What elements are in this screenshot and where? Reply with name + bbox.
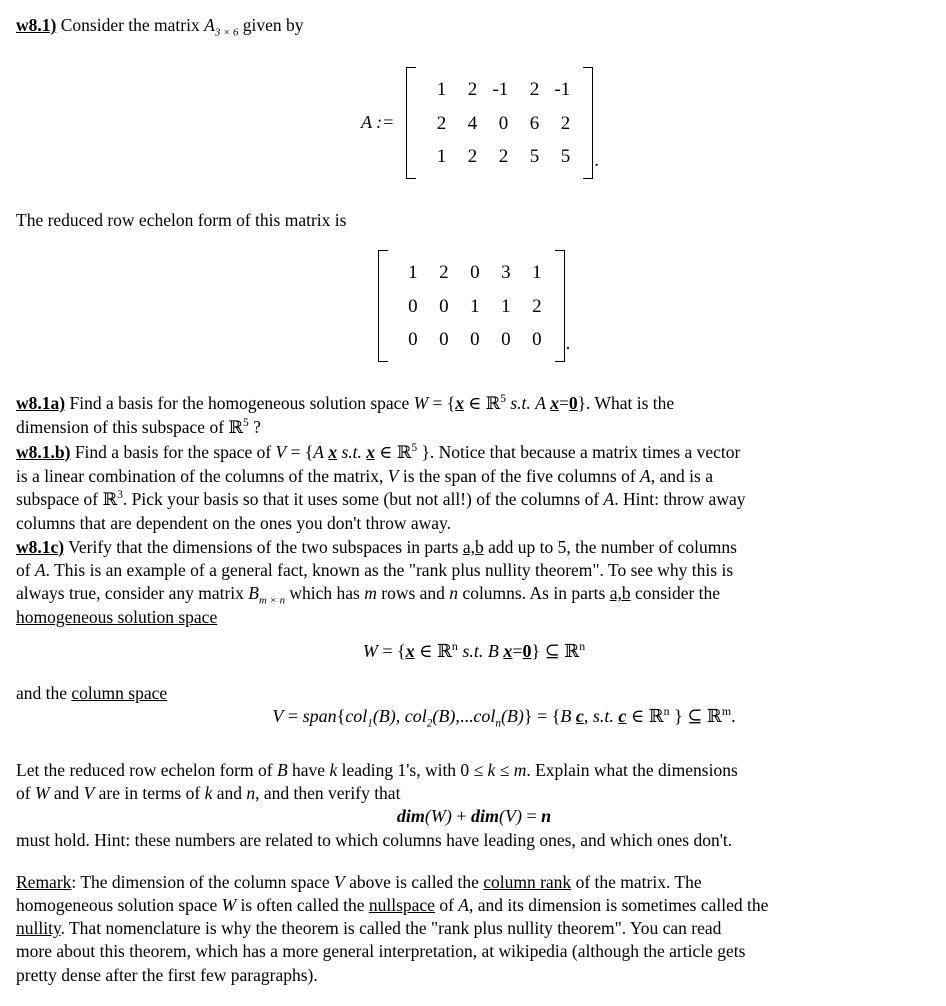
symbol-n: n <box>541 806 552 827</box>
part-b-paragraph <box>16 441 932 536</box>
col-index: 1 <box>367 717 373 730</box>
matrix-cell: 2 <box>439 262 449 284</box>
term-nullspace: nullspace <box>368 894 435 915</box>
symbol-k: k <box>204 783 213 804</box>
symbol-k: k <box>329 759 338 780</box>
part-c-tag: w8.1c) <box>16 536 65 557</box>
vector-x: x <box>550 393 560 414</box>
matrix-cell: 2 <box>498 145 509 167</box>
remark-line-1a: : The dimension of the column space <box>71 871 330 892</box>
part-b-text-1: Find a basis for the space of <box>74 441 272 462</box>
symbol-W: W <box>221 894 237 915</box>
matrix-cell: 2 <box>529 79 540 101</box>
real-space-symbol: ℝ <box>648 705 664 727</box>
real-space-symbol: ℝ <box>228 418 243 439</box>
closing-line-2e: , and then verify that <box>255 783 401 804</box>
symbol-n: n <box>449 583 459 604</box>
subset-symbol: ⊆ <box>544 640 560 661</box>
equation-v-definition <box>16 705 932 729</box>
vector-zero: 0 <box>568 393 578 414</box>
set-open: = { <box>290 441 314 462</box>
matrix-b-dimension-subscript: m × n <box>259 594 285 607</box>
column-space-lead-text: and the <box>16 682 68 703</box>
exponent-m: m <box>721 703 732 718</box>
matrix-a-period: . <box>594 149 600 171</box>
symbol-m: m <box>364 583 377 604</box>
vector-x: x <box>503 640 513 661</box>
symbol-V: V <box>334 871 345 892</box>
symbol-V: V <box>272 705 284 726</box>
dim-function: dim <box>470 806 499 827</box>
exponent-n: n <box>451 638 458 653</box>
part-b-line-2b: is the span of the five columns of <box>402 465 636 486</box>
less-equal-symbol: ≤ <box>499 759 510 780</box>
symbol-A: A <box>535 393 546 414</box>
period: . <box>731 705 736 726</box>
element-of-symbol: ∈ <box>468 393 482 414</box>
subset-symbol: ⊆ <box>687 705 703 726</box>
real-space-symbol: ℝ <box>485 394 501 415</box>
col-argument: (B) <box>500 705 524 726</box>
exponent: 3 <box>117 489 123 502</box>
matrix-cell: 1 <box>532 262 542 284</box>
part-b-line-3b: . Pick your basis so that it uses some (but not all!) of the columns of <box>122 489 600 510</box>
dim-argument-v: (V) <box>499 806 522 827</box>
remark-line-2d: , and its dimension is sometimes called the <box>468 894 769 915</box>
matrix-cell: 0 <box>470 262 480 284</box>
col-index: 2 <box>426 717 433 730</box>
matrix-cell: 5 <box>560 145 571 167</box>
part-b-text-2: Notice that because a matrix times a vector <box>438 441 741 462</box>
equals-sign: = <box>559 393 569 414</box>
symbol-W: W <box>362 640 378 661</box>
matrix-cell: 0 <box>439 295 449 317</box>
matrix-rref-block <box>16 250 932 362</box>
real-space-symbol: ℝ <box>396 442 412 463</box>
matrix-a-block <box>16 67 932 179</box>
matrix-row <box>394 323 549 356</box>
comma: , <box>395 705 405 726</box>
real-space-symbol: ℝ <box>102 490 118 511</box>
matrix-a-table <box>422 73 577 173</box>
brace-open: { <box>336 705 346 726</box>
real-space-symbol: ℝ <box>564 640 580 662</box>
symbol-W: W <box>413 393 429 414</box>
remark-line-5: pretty dense after the first few paragraphs). <box>16 964 318 985</box>
symbol-B: B <box>487 640 499 661</box>
problem-intro-text: Consider the matrix <box>60 15 200 35</box>
vector-x: x <box>366 441 376 462</box>
symbol-A: A <box>34 559 46 580</box>
col-function: col <box>404 705 427 726</box>
part-a-text-3: dimension of this subspace of <box>16 417 225 438</box>
symbol-B: B <box>276 759 288 780</box>
symbol-k: k <box>487 759 496 780</box>
symbol-V: V <box>83 783 95 804</box>
col-index-n: n <box>495 717 501 730</box>
matrix-row <box>394 256 549 289</box>
set-open: = { <box>382 640 406 661</box>
part-b-tag: w8.1.b) <box>16 441 71 462</box>
closing-line-1b: have <box>292 759 326 780</box>
ellipsis: ,... <box>455 705 474 726</box>
exponent-n: n <box>663 703 670 718</box>
part-c-paragraph <box>16 536 932 629</box>
matrix-cell: 0 <box>439 328 449 350</box>
remark-line-3: . That nomenclature is why the theorem is called the "rank plus nullity theorem". You can read <box>60 918 722 939</box>
exponent: 5 <box>500 393 506 406</box>
rref-lead-text: The reduced row echelon form of this matrix is <box>16 210 347 231</box>
part-c-line-3c: rows and <box>381 583 445 604</box>
matrix-dimension-subscript: 3 × 6 <box>214 26 239 39</box>
symbol-A: A <box>603 489 615 510</box>
real-space-symbol: ℝ <box>436 640 452 662</box>
col-argument: (B) <box>372 705 396 726</box>
part-c-line-3d: columns. As in parts <box>462 583 606 604</box>
symbol-A: A <box>313 441 324 462</box>
equals-sign: = <box>287 705 299 726</box>
remark-line-2a: homogeneous solution space <box>16 894 218 915</box>
dim-argument-w: (W) <box>424 806 452 827</box>
part-c-line-3a: always true, consider any matrix <box>16 583 244 604</box>
such-that-abbrev: s.t. <box>510 393 531 414</box>
vector-c: c <box>575 705 584 726</box>
set-close: } <box>674 705 683 726</box>
matrix-a-label: A := <box>360 112 395 133</box>
part-c-text-2: add up to 5, the number of columns <box>488 536 737 557</box>
matrix-cell: 2 <box>467 145 478 167</box>
matrix-cell: 0 <box>532 328 542 350</box>
equals-sign: = <box>512 640 523 661</box>
closing-line-2c: are in terms of <box>98 783 201 804</box>
element-of-symbol: ∈ <box>379 441 393 462</box>
matrix-cell: -1 <box>554 79 571 101</box>
matrix-cell: 2 <box>467 79 478 101</box>
closing-line-1c: leading 1's, with 0 <box>341 759 470 780</box>
col-function: col <box>345 705 368 726</box>
part-b-line-3c: . Hint: throw away <box>614 489 746 510</box>
column-space-lead <box>16 682 932 705</box>
must-hold-paragraph: must hold. Hint: these numbers are related to which columns have leading ones, and which ones don't. <box>16 830 733 851</box>
element-of-symbol: ∈ <box>419 640 433 661</box>
remark-paragraph <box>16 871 932 987</box>
part-c-line-3b: which has <box>289 583 360 604</box>
part-c-line-2a: of <box>16 559 31 580</box>
matrix-cell: 1 <box>501 295 511 317</box>
part-c-line-2b: . This is an example of a general fact, known as the "rank plus nullity theorem". To see why this is <box>45 559 734 580</box>
part-b-line-2c: , and is a <box>650 465 713 486</box>
closing-line-1d: . Explain what the dimensions <box>526 759 738 780</box>
matrix-cell: 1 <box>436 145 447 167</box>
symbol-W: W <box>34 783 50 804</box>
term-column-rank: column rank <box>483 871 572 892</box>
problem-tag: w8.1) <box>16 15 57 35</box>
matrix-symbol-A: A <box>204 15 215 35</box>
term-nullity: nullity <box>16 918 61 939</box>
such-that-abbrev: s.t. <box>592 705 614 726</box>
term-column-space: column space <box>71 682 168 703</box>
vector-x: x <box>405 640 415 661</box>
remark-tag: Remark <box>16 871 72 892</box>
matrix-rref <box>378 250 565 362</box>
matrix-cell: 1 <box>470 295 480 317</box>
part-a-text-1: Find a basis for the homogeneous solution space <box>69 393 410 414</box>
exponent: 5 <box>411 441 418 454</box>
symbol-B: B <box>248 583 259 604</box>
matrix-cell: 2 <box>436 112 447 134</box>
matrix-rref-period: . <box>565 332 571 354</box>
matrix-cell: 4 <box>467 112 478 134</box>
symbol-B: B <box>560 705 572 726</box>
matrix-cell: 2 <box>560 112 571 134</box>
remark-line-1b: above is called the <box>349 871 479 892</box>
symbol-A: A <box>640 465 651 486</box>
matrix-cell: 2 <box>532 295 542 317</box>
matrix-a <box>406 67 593 179</box>
part-a-tag: w8.1a) <box>16 393 66 414</box>
closing-paragraph <box>16 759 932 806</box>
closing-line-2a: of <box>16 783 31 804</box>
parts-reference: a,b <box>462 536 484 557</box>
matrix-row <box>422 140 577 173</box>
remark-line-1c: of the matrix. The <box>575 871 702 892</box>
set-close: } <box>531 640 541 661</box>
element-of-symbol: ∈ <box>630 705 645 726</box>
matrix-cell: 0 <box>470 328 480 350</box>
part-a-paragraph <box>16 392 932 441</box>
matrix-cell: 5 <box>529 145 540 167</box>
col-argument: (B) <box>432 705 456 726</box>
part-b-line-4: columns that are dependent on the ones you don't throw away. <box>16 513 452 534</box>
part-b-line-3a: subspace of <box>16 489 99 510</box>
remark-line-4: more about this theorem, which has a more general interpretation, at wikipedia (although the article gets <box>16 941 746 962</box>
plus-sign: + <box>456 806 467 827</box>
such-that-abbrev: s.t. <box>462 640 484 661</box>
part-a-text-2: What is the <box>594 393 675 414</box>
part-c-text-1: Verify that the dimensions of the two subspaces in parts <box>68 536 459 557</box>
set-close: }. <box>577 393 591 414</box>
matrix-cell: 0 <box>408 295 418 317</box>
problem-intro-line <box>16 14 932 37</box>
matrix-rref-table <box>394 256 549 356</box>
set-open: = { <box>537 705 561 726</box>
set-open: = { <box>432 393 456 414</box>
brace-close: } <box>523 705 533 726</box>
parts-reference: a,b <box>609 583 631 604</box>
matrix-cell: 0 <box>498 112 509 134</box>
equals-sign: = <box>526 806 537 827</box>
symbol-n: n <box>246 783 256 804</box>
set-close: }. <box>421 441 435 462</box>
dim-function: dim <box>396 806 425 827</box>
part-c-line-3e: consider the <box>635 583 721 604</box>
matrix-cell: 0 <box>408 328 418 350</box>
closing-line-2b: and <box>53 783 80 804</box>
matrix-cell: 1 <box>436 79 447 101</box>
problem-intro-suffix: given by <box>242 15 304 35</box>
term-homogeneous-solution-space: homogeneous solution space <box>16 606 218 627</box>
matrix-row <box>422 73 577 106</box>
equation-w-definition <box>16 640 932 664</box>
matrix-cell: 3 <box>501 262 511 284</box>
exponent: 5 <box>242 417 249 430</box>
real-space-symbol: ℝ <box>706 705 722 727</box>
vector-x: x <box>455 393 464 414</box>
vector-x: x <box>328 441 338 462</box>
matrix-cell: -1 <box>492 79 509 101</box>
less-equal-symbol: ≤ <box>473 759 484 780</box>
closing-line-2d: and <box>216 783 243 804</box>
exponent-n: n <box>579 638 586 653</box>
remark-line-2c: of <box>439 894 454 915</box>
matrix-row <box>422 107 577 140</box>
part-b-line-2a: is a linear combination of the columns of the matrix, <box>16 465 384 486</box>
vector-c: c <box>618 705 627 726</box>
symbol-V: V <box>387 465 399 486</box>
comma: , <box>583 705 589 726</box>
matrix-cell: 1 <box>408 262 418 284</box>
closing-line-1a: Let the reduced row echelon form of <box>16 759 273 780</box>
matrix-cell: 0 <box>501 328 511 350</box>
part-a-text-4: ? <box>253 417 261 438</box>
symbol-m: m <box>513 759 527 780</box>
equation-dim-identity <box>16 805 932 829</box>
such-that-abbrev: s.t. <box>341 441 362 462</box>
symbol-A: A <box>458 894 469 915</box>
matrix-row <box>394 290 549 323</box>
remark-line-2b: is often called the <box>240 894 365 915</box>
vector-zero: 0 <box>522 640 532 661</box>
span-keyword: span <box>302 705 337 726</box>
symbol-V: V <box>275 441 287 462</box>
col-function: col <box>473 705 496 726</box>
matrix-cell: 6 <box>529 112 540 134</box>
